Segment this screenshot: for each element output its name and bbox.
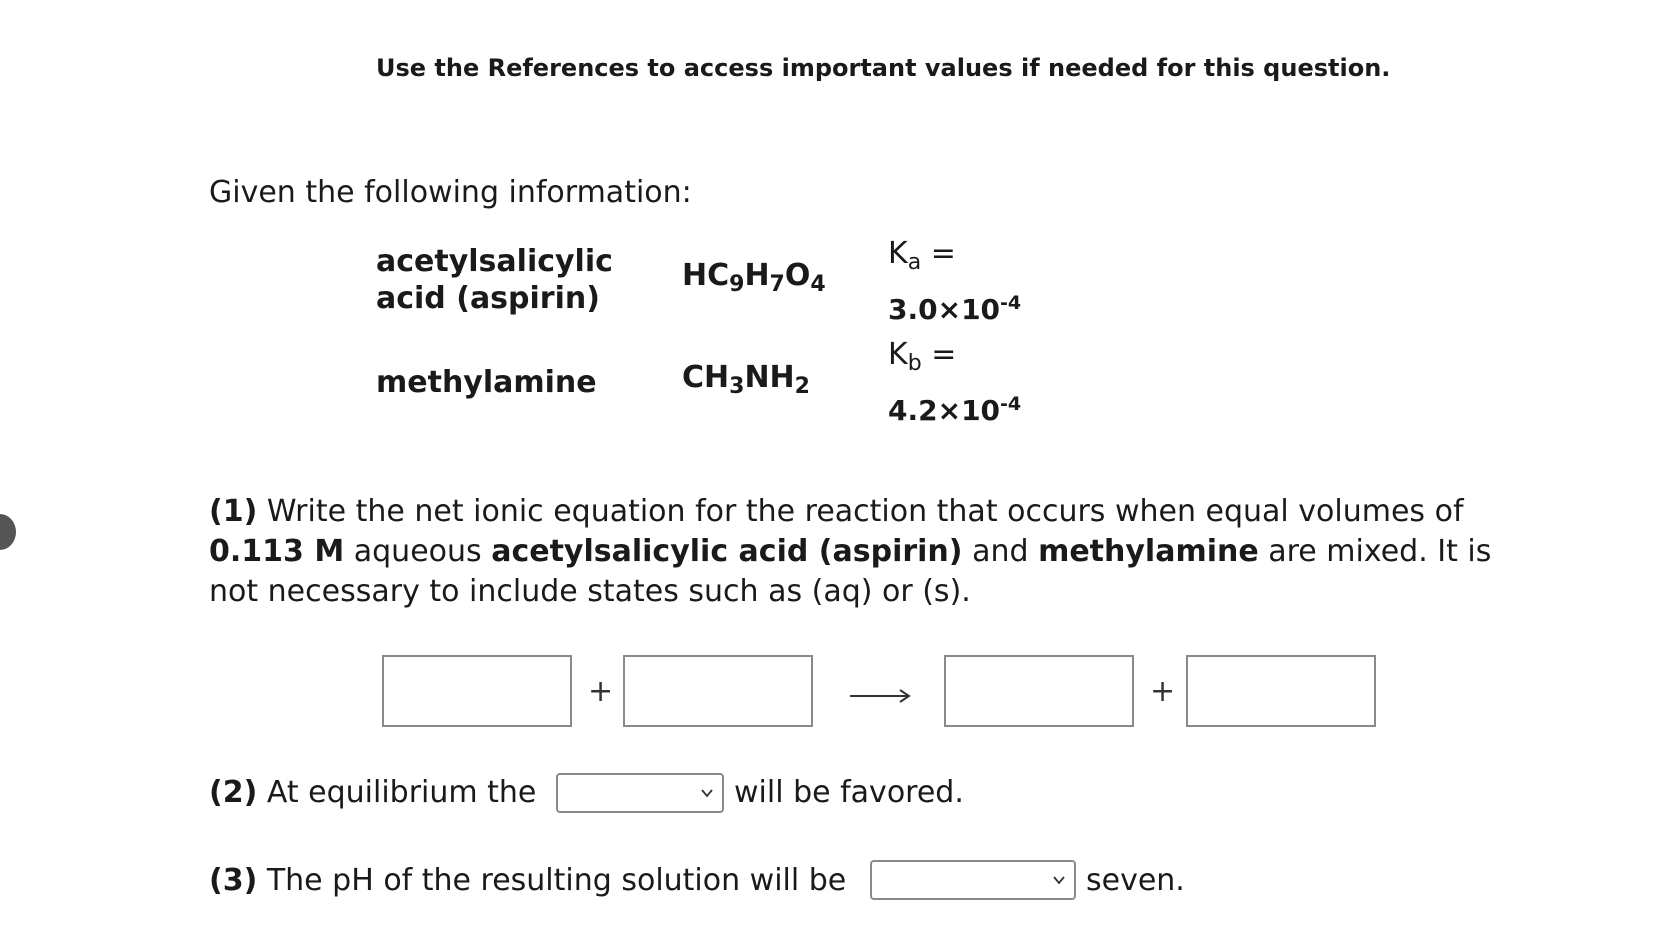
formula-part: CH: [682, 360, 730, 395]
k-mantissa: 4.2×10: [888, 394, 1001, 427]
question-text: and: [972, 534, 1029, 569]
base-name: methylamine: [1038, 534, 1259, 569]
question-text: aqueous: [353, 534, 482, 569]
product-2-input[interactable]: [1186, 655, 1376, 727]
concentration: 0.113 M: [209, 534, 345, 569]
formula-part: O: [784, 258, 811, 293]
kb-label: [888, 337, 957, 376]
question-text: The pH of the resulting solution will be: [266, 863, 847, 898]
ka-value: [888, 293, 1021, 326]
formula-aspirin: [682, 258, 826, 297]
product-1-input[interactable]: [944, 655, 1134, 727]
reactant-1-input[interactable]: [382, 655, 572, 727]
given-label: Given the following information:: [209, 175, 692, 210]
equilibrium-select[interactable]: [556, 773, 724, 813]
question-text: are mixed. It is: [1268, 534, 1492, 569]
compound-name-line: acid (aspirin): [376, 281, 600, 316]
plus-sign: +: [1150, 674, 1176, 709]
k-exponent: -4: [1000, 393, 1022, 415]
question-text: Write the net ionic equation for the reaction that occurs when equal volumes of: [266, 494, 1464, 529]
formula-subscript: 7: [769, 272, 785, 297]
formula-subscript: 9: [729, 272, 745, 297]
formula-subscript: 3: [729, 374, 745, 399]
k-symbol: K: [888, 236, 908, 271]
question-3-prefix: [209, 863, 846, 898]
chevron-down-icon: [700, 786, 714, 800]
question-number: (3): [209, 863, 258, 898]
ka-label: [888, 236, 956, 275]
formula-part: NH: [744, 360, 795, 395]
question-3-suffix: seven.: [1086, 863, 1185, 898]
question-text: At equilibrium the: [266, 775, 537, 810]
question-1-line-2: [209, 532, 1629, 572]
reaction-arrow-icon: [850, 686, 912, 706]
formula-subscript: 2: [794, 374, 810, 399]
k-symbol: K: [888, 337, 908, 372]
compound-name-line: methylamine: [376, 365, 597, 400]
side-marker: [0, 514, 16, 550]
k-equals: =: [931, 337, 957, 372]
plus-sign: +: [588, 674, 614, 709]
chevron-down-icon: [1052, 873, 1066, 887]
k-equals: =: [930, 236, 956, 271]
reactant-2-input[interactable]: [623, 655, 813, 727]
question-1: [209, 492, 1629, 612]
k-subscript: b: [907, 351, 922, 376]
k-exponent: -4: [1000, 292, 1022, 314]
acid-name: acetylsalicylic acid (aspirin): [491, 534, 963, 569]
references-banner: Use the References to access important values if needed for this question.: [376, 54, 1391, 82]
formula-part: HC: [682, 258, 730, 293]
compound-name-aspirin: [376, 243, 613, 317]
compound-name-line: acetylsalicylic: [376, 244, 613, 279]
k-mantissa: 3.0×10: [888, 293, 1001, 326]
k-subscript: a: [907, 250, 922, 275]
question-1-line-3: not necessary to include states such as (aq) or (s).: [209, 574, 971, 609]
compound-name-methylamine: [376, 364, 597, 401]
ph-select[interactable]: [870, 860, 1076, 900]
formula-part: H: [744, 258, 770, 293]
question-number: (2): [209, 775, 258, 810]
kb-value: [888, 394, 1021, 427]
formula-methylamine: [682, 360, 810, 399]
question-number: (1): [209, 494, 258, 529]
question-2-prefix: [209, 775, 536, 810]
question-1-line-1: [209, 492, 1629, 532]
question-2-suffix: will be favored.: [734, 775, 964, 810]
formula-subscript: 4: [810, 272, 826, 297]
